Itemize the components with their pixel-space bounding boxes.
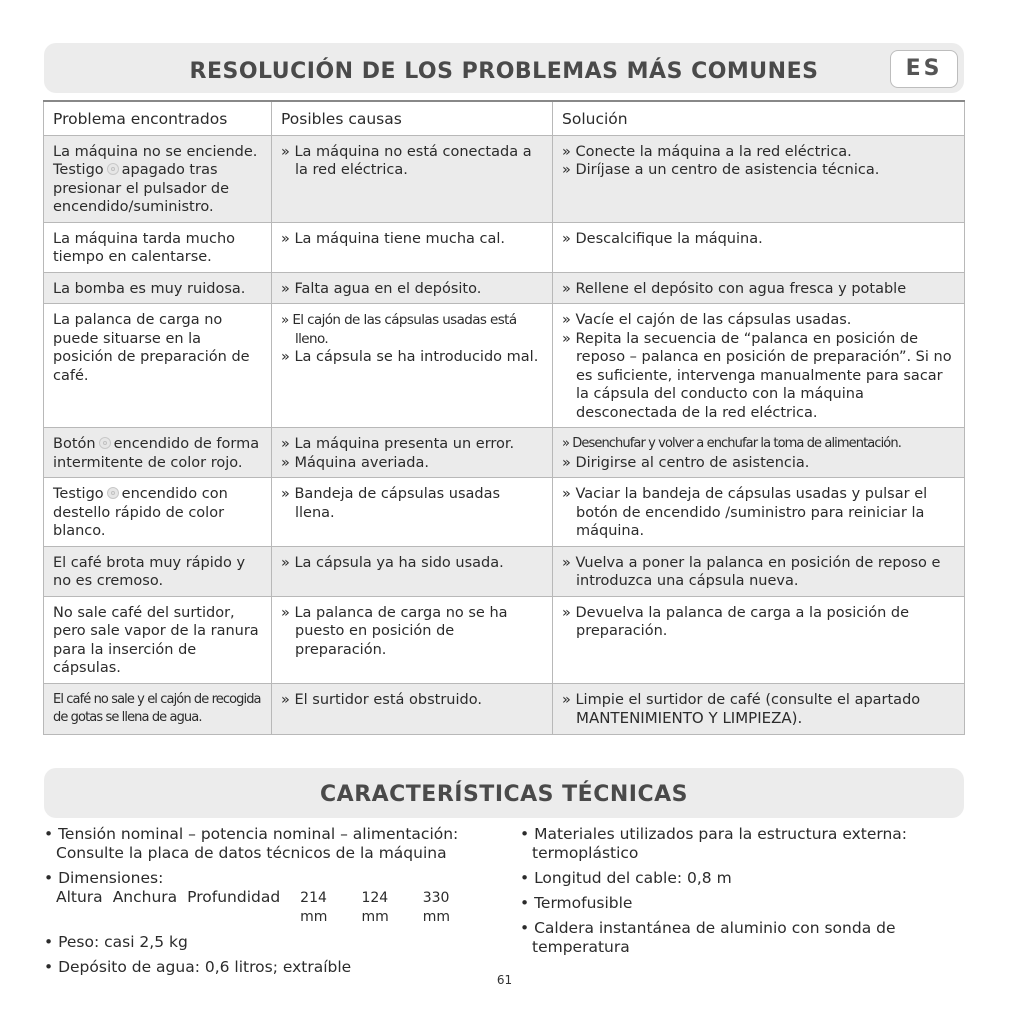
- table-row: [44, 222, 965, 272]
- solution-cell: » Rellene el depósito con agua fresca y potable: [553, 272, 965, 304]
- problem-cell: Testigo encendido con destello rápido de color blanco.: [44, 478, 272, 547]
- spec-item: • Peso: casi 2,5 kg: [44, 933, 188, 951]
- header-causes: Posibles causas: [272, 101, 553, 135]
- table-row: [44, 683, 965, 734]
- table-row: [44, 478, 965, 547]
- troubleshooting-table: [43, 100, 965, 735]
- spec-item: • Materiales utilizados para la estructura externa: termoplástico: [520, 825, 908, 862]
- problem-cell: La máquina tarda mucho tiempo en calentarse.: [44, 222, 272, 272]
- problem-cell: No sale café del surtidor, pero sale vapor de la ranura para la inserción de cápsulas.: [44, 596, 272, 683]
- problem-cell: La bomba es muy ruidosa.: [44, 272, 272, 304]
- table-row: [44, 135, 965, 222]
- cause-cell: » Falta agua en el depósito.: [272, 272, 553, 304]
- page-number: 61: [496, 973, 513, 987]
- power-led-icon: [107, 163, 119, 175]
- table-row: [44, 428, 965, 478]
- section-title-troubleshooting: RESOLUCIÓN DE LOS PROBLEMAS MÁS COMUNES: [189, 59, 819, 84]
- solution-cell: » Limpie el surtidor de café (consulte el apartado MANTENIMIENTO Y LIMPIEZA).: [553, 683, 965, 734]
- specs-right-column: [520, 825, 940, 963]
- problem-cell: El café no sale y el cajón de recogida de gotas se llena de agua.: [44, 683, 272, 734]
- spec-item: • Tensión nominal – potencia nominal – alimentación: Consulte la placa de datos técnicos de la máquina: [44, 825, 459, 862]
- specs-left-column: [44, 825, 494, 983]
- cause-cell: » El surtidor está obstruido.: [272, 683, 553, 734]
- problem-cell: La máquina no se enciende. Testigo apagado tras presionar el pulsador de encendido/suministro.: [44, 135, 272, 222]
- solution-cell: » Vuelva a poner la palanca en posición de reposo e introduzca una cápsula nueva.: [553, 546, 965, 596]
- language-badge: ES: [890, 50, 958, 88]
- spec-item: • Caldera instantánea de aluminio con sonda de temperatura: [520, 919, 896, 956]
- problem-cell: Botón encendido de forma intermitente de color rojo.: [44, 428, 272, 478]
- cause-cell: » La máquina no está conectada a la red eléctrica.: [272, 135, 553, 222]
- section-banner-specs: [44, 768, 964, 818]
- cause-cell: » Bandeja de cápsulas usadas llena.: [272, 478, 553, 547]
- spec-item: • Termofusible: [520, 894, 633, 912]
- section-title-specs: CARACTERÍSTICAS TÉCNICAS: [320, 782, 688, 807]
- table-row: [44, 304, 965, 428]
- problem-cell: La palanca de carga no puede situarse en la posición de preparación de café.: [44, 304, 272, 428]
- header-solution: Solución: [553, 101, 965, 135]
- solution-cell: » Vaciar la bandeja de cápsulas usadas y pulsar el botón de encendido /suministro para reiniciar la máquina.: [553, 478, 965, 547]
- solution-cell: » Vacíe el cajón de las cápsulas usadas. » Repita la secuencia de “palanca en posición de reposo – palanca en posición de preparación”. Si no es suficiente, intervenga manualmente para sacar la cápsula del conducto con la máquina desconectada de la red eléctrica.: [553, 304, 965, 428]
- problem-cell: El café brota muy rápido y no es cremoso.: [44, 546, 272, 596]
- power-led-icon: [107, 487, 119, 499]
- table-header-row: [44, 101, 965, 135]
- dimensions-grid: Altura Anchura Profundidad 214 mm 124 mm 330 mm: [56, 888, 450, 925]
- solution-cell: » Devuelva la palanca de carga a la posición de preparación.: [553, 596, 965, 683]
- section-banner-troubleshooting: [44, 43, 964, 93]
- cause-cell: » La cápsula ya ha sido usada.: [272, 546, 553, 596]
- solution-cell: » Desenchufar y volver a enchufar la toma de alimentación. » Dirigirse al centro de asistencia.: [553, 428, 965, 478]
- table-row: [44, 272, 965, 304]
- spec-item: • Depósito de agua: 0,6 litros; extraíble: [44, 958, 352, 976]
- power-button-icon: [99, 437, 111, 449]
- solution-cell: » Conecte la máquina a la red eléctrica. » Diríjase a un centro de asistencia técnica.: [553, 135, 965, 222]
- header-problem: Problema encontrados: [44, 101, 272, 135]
- solution-cell: » Descalcifique la máquina.: [553, 222, 965, 272]
- spec-item: • Longitud del cable: 0,8 m: [520, 869, 732, 887]
- cause-cell: » La máquina presenta un error. » Máquina averiada.: [272, 428, 553, 478]
- cause-cell: » La palanca de carga no se ha puesto en posición de preparación.: [272, 596, 553, 683]
- table-row: [44, 546, 965, 596]
- cause-cell: » El cajón de las cápsulas usadas está lleno. » La cápsula se ha introducido mal.: [272, 304, 553, 428]
- spec-item-dimensions: • Dimensiones: Altura Anchura Profundidad 214 mm 124 mm 330 mm: [44, 869, 494, 927]
- table-row: [44, 596, 965, 683]
- cause-cell: » La máquina tiene mucha cal.: [272, 222, 553, 272]
